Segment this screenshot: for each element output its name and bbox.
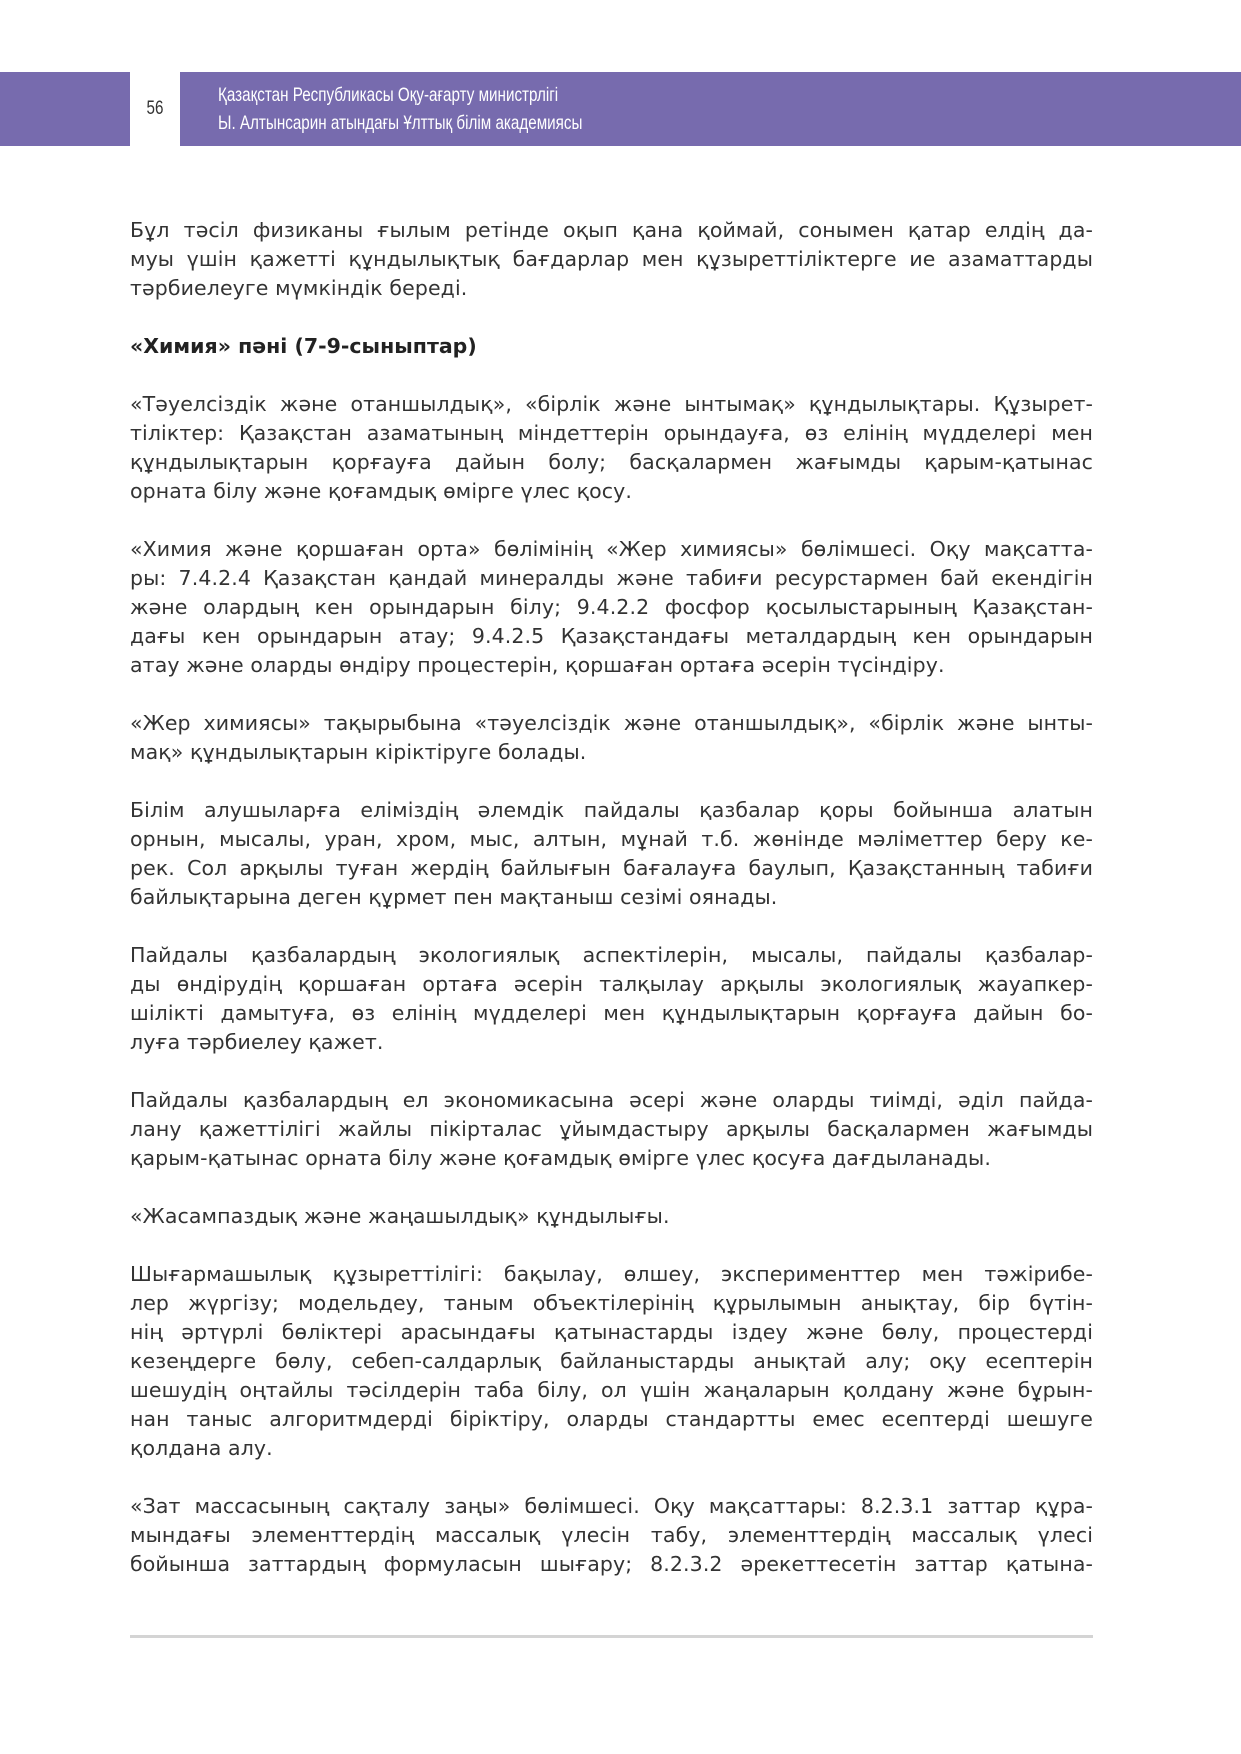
paragraph [130,535,1093,680]
text-line: мақ» құндылықтарын кіріктіруге болады. [130,740,587,764]
text-line: кезеңдерге бөлу, себеп-салдарлық байланыстарды анықтай алу; оқу есептерін [130,1349,1093,1373]
text-line: орнын, мысалы, уран, хром, мыс, алтын, мұнай т.б. жөнінде мәліметтер беру ке- [130,827,1093,851]
text-line: атау және оларды өндіру процестерін, қоршаған ортаға әсерін түсіндіру. [130,653,945,677]
text-line: нан таныс алгоритмдерді біріктіру, оларды стандартты емес есептерді шешуге [130,1407,1093,1431]
text-line: «Жер химиясы» тақырыбына «тәуелсіздік және отаншылдық», «бірлік және ынты- [130,711,1093,735]
paragraph [130,1202,1093,1231]
text-line: шешудің оңтайлы тәсілдерін таба білу, ол үшін жаңаларын қолдану және бұрын- [130,1378,1093,1402]
paragraph [130,709,1093,767]
section-heading: «Химия» пәні (7-9-сыныптар) [130,334,477,358]
text-line: бойынша заттардың формуласын шығару; 8.2.3.2 әрекеттесетін заттар қатына- [130,1552,1093,1576]
text-line: «Химия және қоршаған орта» бөлімінің «Жер химиясы» бөлімшесі. Оқу мақсатта- [130,537,1093,561]
text-line: байлықтарына деген құрмет пен мақтаныш сезімі оянады. [130,885,778,909]
paragraph [130,390,1093,506]
text-line: дағы кен орындарын атау; 9.4.2.5 Қазақстандағы металдардың кен орындарын [130,624,1093,648]
text-line: лану қажеттілігі жайлы пікірталас ұйымдастыру арқылы басқалармен жағымды [130,1117,1093,1141]
text-line: лер жүргізу; модельдеу, таным объектілерінің құрылымын анықтау, бір бүтін- [130,1291,1093,1315]
text-line: мындағы элементтердің массалық үлесін табу, элементтердің массалық үлесі [130,1523,1093,1547]
text-line: рек. Сол арқылы туған жердің байлығын бағалауға баулып, Қазақстанның табиғи [130,856,1093,880]
paragraph [130,1492,1093,1579]
text-line: тәрбиелеуге мүмкіндік береді. [130,276,468,300]
header-band-left [0,72,130,146]
text-line: Шығармашылық құзыреттілігі: бақылау, өлшеу, эксперименттер мен тәжірибе- [130,1262,1093,1286]
text-line: және олардың кен орындарын білу; 9.4.2.2 фосфор қосылыстарының Қазақстан- [130,595,1093,619]
text-line: «Тәуелсіздік және отаншылдық», «бірлік және ынтымақ» құндылықтары. Құзырет- [130,392,1093,416]
page-number: 56 [146,98,164,119]
header-academy: Ы. Алтынсарин атындағы Ұлттық білім академиясы [218,112,583,134]
header-title [218,81,582,137]
text-line: орната білу және қоғамдық өмірге үлес қосу. [130,479,632,503]
text-line: шілікті дамытуға, өз елінің мүдделері мен құндылықтарын қорғауға дайын бо- [130,1001,1093,1025]
text-line: қарым-қатынас орната білу және қоғамдық өмірге үлес қосуға дағдыланады. [130,1146,991,1170]
text-line: Пайдалы қазбалардың экологиялық аспектілерін, мысалы, пайдалы қазбалар- [130,943,1093,967]
header-ministry: Қазақстан Республикасы Оқу-ағарту министрлігі [218,84,559,106]
text-line: Пайдалы қазбалардың ел экономикасына әсері және оларды тиімді, әділ пайда- [130,1088,1093,1112]
text-line: тіліктер: Қазақстан азаматының міндеттерін орындауға, өз елінің мүдделері мен [130,421,1093,445]
paragraph [130,1260,1093,1463]
text-line: муы үшін қажетті құндылықтық бағдарлар мен құзыреттіліктерге ие азаматтарды [130,247,1093,271]
text-line: луға тәрбиелеу қажет. [130,1030,384,1054]
paragraph [130,1086,1093,1173]
text-line: «Зат массасының сақталу заңы» бөлімшесі. Оқу мақсаттары: 8.2.3.1 заттар құра- [130,1494,1093,1518]
text-line: Білім алушыларға еліміздің әлемдік пайдалы қазбалар қоры бойынша алатын [130,798,1093,822]
paragraph [130,941,1093,1057]
paragraph [130,796,1093,912]
text-line: «Жасампаздық және жаңашылдық» құндылығы. [130,1204,670,1228]
paragraph [130,216,1093,303]
text-line: ры: 7.4.2.4 Қазақстан қандай минералды және табиғи ресурстармен бай екендігін [130,566,1093,590]
text-line: құндылықтарын қорғауға дайын болу; басқалармен жағымды қарым-қатынас [130,450,1093,474]
text-line: Бұл тәсіл физиканы ғылым ретінде оқып қана қоймай, сонымен қатар елдің да- [130,218,1093,242]
page-body [130,216,1093,1608]
text-line: нің әртүрлі бөліктері арасындағы қатынастарды іздеу және бөлу, процестерді [130,1320,1093,1344]
text-line: ды өндірудің қоршаған ортаға әсерін талқылау арқылы экологиялық жауапкер- [130,972,1093,996]
text-line: қолдана алу. [130,1436,273,1460]
footer-divider [130,1635,1093,1638]
